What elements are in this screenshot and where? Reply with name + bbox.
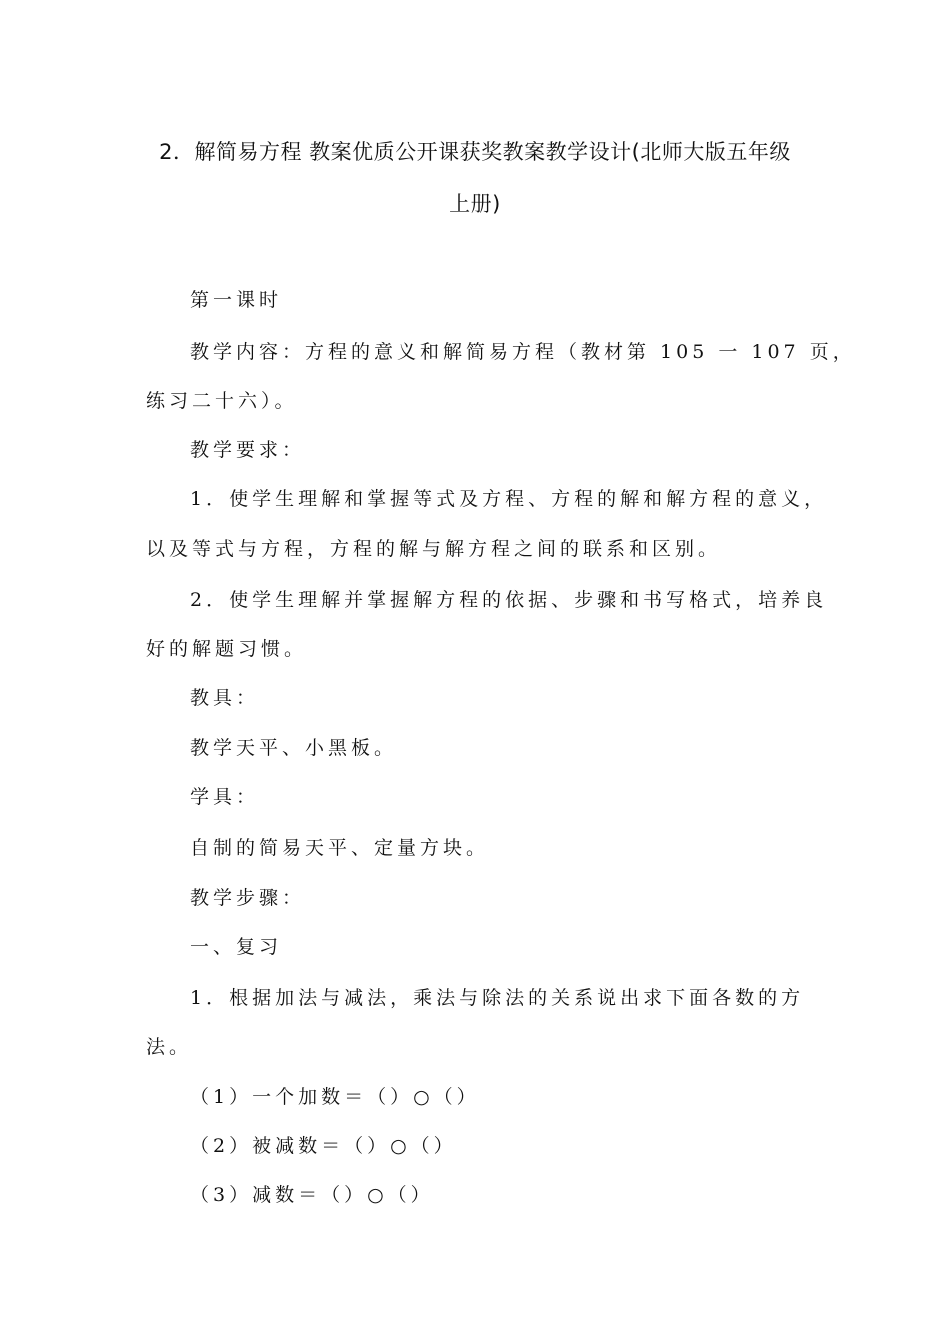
exercise-3: （3）减数＝（）○（）	[190, 1184, 434, 1206]
teaching-aids-heading: 教具：	[190, 687, 260, 709]
teaching-content-cont: 练习二十六）。	[146, 390, 298, 412]
document-title-line-2: 上册)	[449, 192, 501, 216]
learning-aids: 自制的简易天平、定量方块。	[190, 837, 490, 859]
lesson-period: 第一课时	[190, 289, 283, 311]
teaching-aids: 教学天平、小黑板。	[190, 737, 398, 759]
teaching-content: 教学内容：方程的意义和解简易方程（教材第 105 一 107 页，	[190, 341, 856, 363]
requirement-1: 1．使学生理解和掌握等式及方程、方程的解和解方程的意义，	[190, 488, 828, 510]
review-item-1-cont: 法。	[146, 1036, 193, 1058]
teaching-requirements-heading: 教学要求：	[190, 439, 306, 461]
section-review-heading: 一、复习	[190, 936, 283, 958]
review-item-1: 1．根据加法与减法，乘法与除法的关系说出求下面各数的方	[190, 987, 805, 1009]
requirement-2: 2．使学生理解并掌握解方程的依据、步骤和书写格式，培养良	[190, 589, 828, 611]
exercise-1: （1）一个加数＝（）○（）	[190, 1086, 480, 1108]
teaching-steps-heading: 教学步骤：	[190, 887, 306, 909]
document-title-line-1: 2．解简易方程 教案优质公开课获奖教案教学设计(北师大版五年级	[159, 140, 791, 164]
requirement-1-cont: 以及等式与方程，方程的解与解方程之间的联系和区别。	[146, 538, 722, 560]
learning-aids-heading: 学具：	[190, 786, 260, 808]
exercise-2: （2）被减数＝（）○（）	[190, 1135, 457, 1157]
requirement-2-cont: 好的解题习惯。	[146, 638, 308, 660]
